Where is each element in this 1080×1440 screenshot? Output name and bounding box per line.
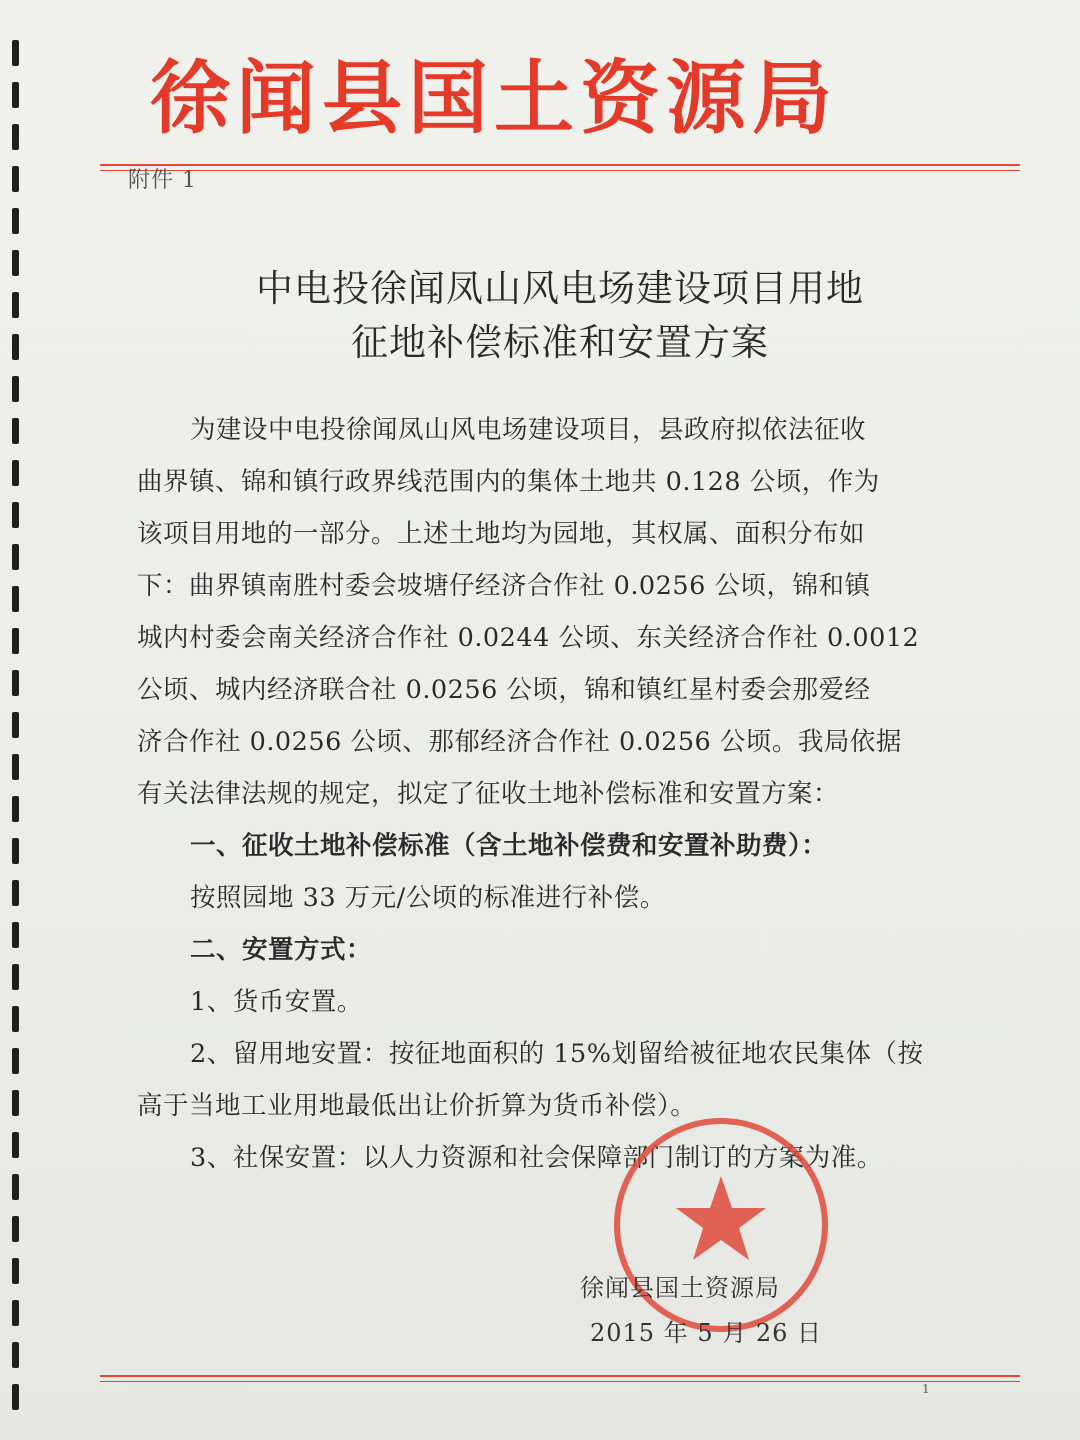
spiral-binding bbox=[8, 40, 28, 1440]
footer-rule-thin bbox=[100, 1381, 1020, 1382]
section-2-item-3: 3、社保安置：以人力资源和社会保障部门制订的方案为准。 bbox=[190, 1143, 883, 1173]
letterhead-title: 徐闻县国土资源局 bbox=[150, 51, 838, 145]
page-mark: 1 bbox=[922, 1382, 930, 1396]
body-line: 有关法律法规的规定，拟定了征收土地补偿标准和安置方案： bbox=[137, 779, 840, 809]
body-line: 城内村委会南关经济合作社 0.0244 公顷、东关经济合作社 0.0012 bbox=[137, 623, 920, 653]
section-heading-1: 一、征收土地补偿标准（含土地补偿费和安置补助费）： bbox=[190, 831, 828, 861]
body-line: 下：曲界镇南胜村委会坡塘仔经济合作社 0.0256 公顷，锦和镇 bbox=[137, 571, 871, 601]
footer-rule bbox=[100, 1375, 1020, 1377]
letterhead-rule-thin bbox=[100, 170, 1020, 171]
document-title-line-2: 征地补偿标准和安置方案 bbox=[351, 321, 769, 364]
section-2-item-1: 1、货币安置。 bbox=[190, 987, 363, 1017]
section-heading-2: 二、安置方式： bbox=[190, 935, 373, 965]
document-title-line-1: 中电投徐闻凤山风电场建设项目用地 bbox=[256, 267, 864, 310]
attachment-label: 附件 1 bbox=[128, 168, 197, 193]
signature-organization: 徐闻县国土资源局 bbox=[580, 1274, 780, 1302]
section-2-item-2-cont: 高于当地工业用地最低出让价折算为货币补偿）。 bbox=[137, 1091, 697, 1121]
star-icon bbox=[676, 1176, 766, 1260]
section-1-text: 按照园地 33 万元/公顷的标准进行补偿。 bbox=[190, 883, 666, 913]
body-line: 公顷、城内经济联合社 0.0256 公顷，锦和镇红星村委会那爱经 bbox=[137, 675, 871, 705]
body-line: 曲界镇、锦和镇行政界线范围内的集体土地共 0.128 公顷，作为 bbox=[137, 467, 880, 497]
body-line: 该项目用地的一部分。上述土地均为园地，其权属、面积分布如 bbox=[137, 519, 866, 549]
signature-date: 2015 年 5 月 26 日 bbox=[590, 1319, 823, 1347]
body-line: 济合作社 0.0256 公顷、那郁经济合作社 0.0256 公顷。我局依据 bbox=[137, 727, 902, 757]
letterhead-rule bbox=[100, 164, 1020, 166]
section-2-item-2: 2、留用地安置：按征地面积的 15%划留给被征地农民集体（按 bbox=[190, 1039, 924, 1069]
body-line: 为建设中电投徐闻凤山风电场建设项目，县政府拟依法征收 bbox=[190, 415, 867, 445]
official-seal-stamp bbox=[606, 1110, 836, 1340]
